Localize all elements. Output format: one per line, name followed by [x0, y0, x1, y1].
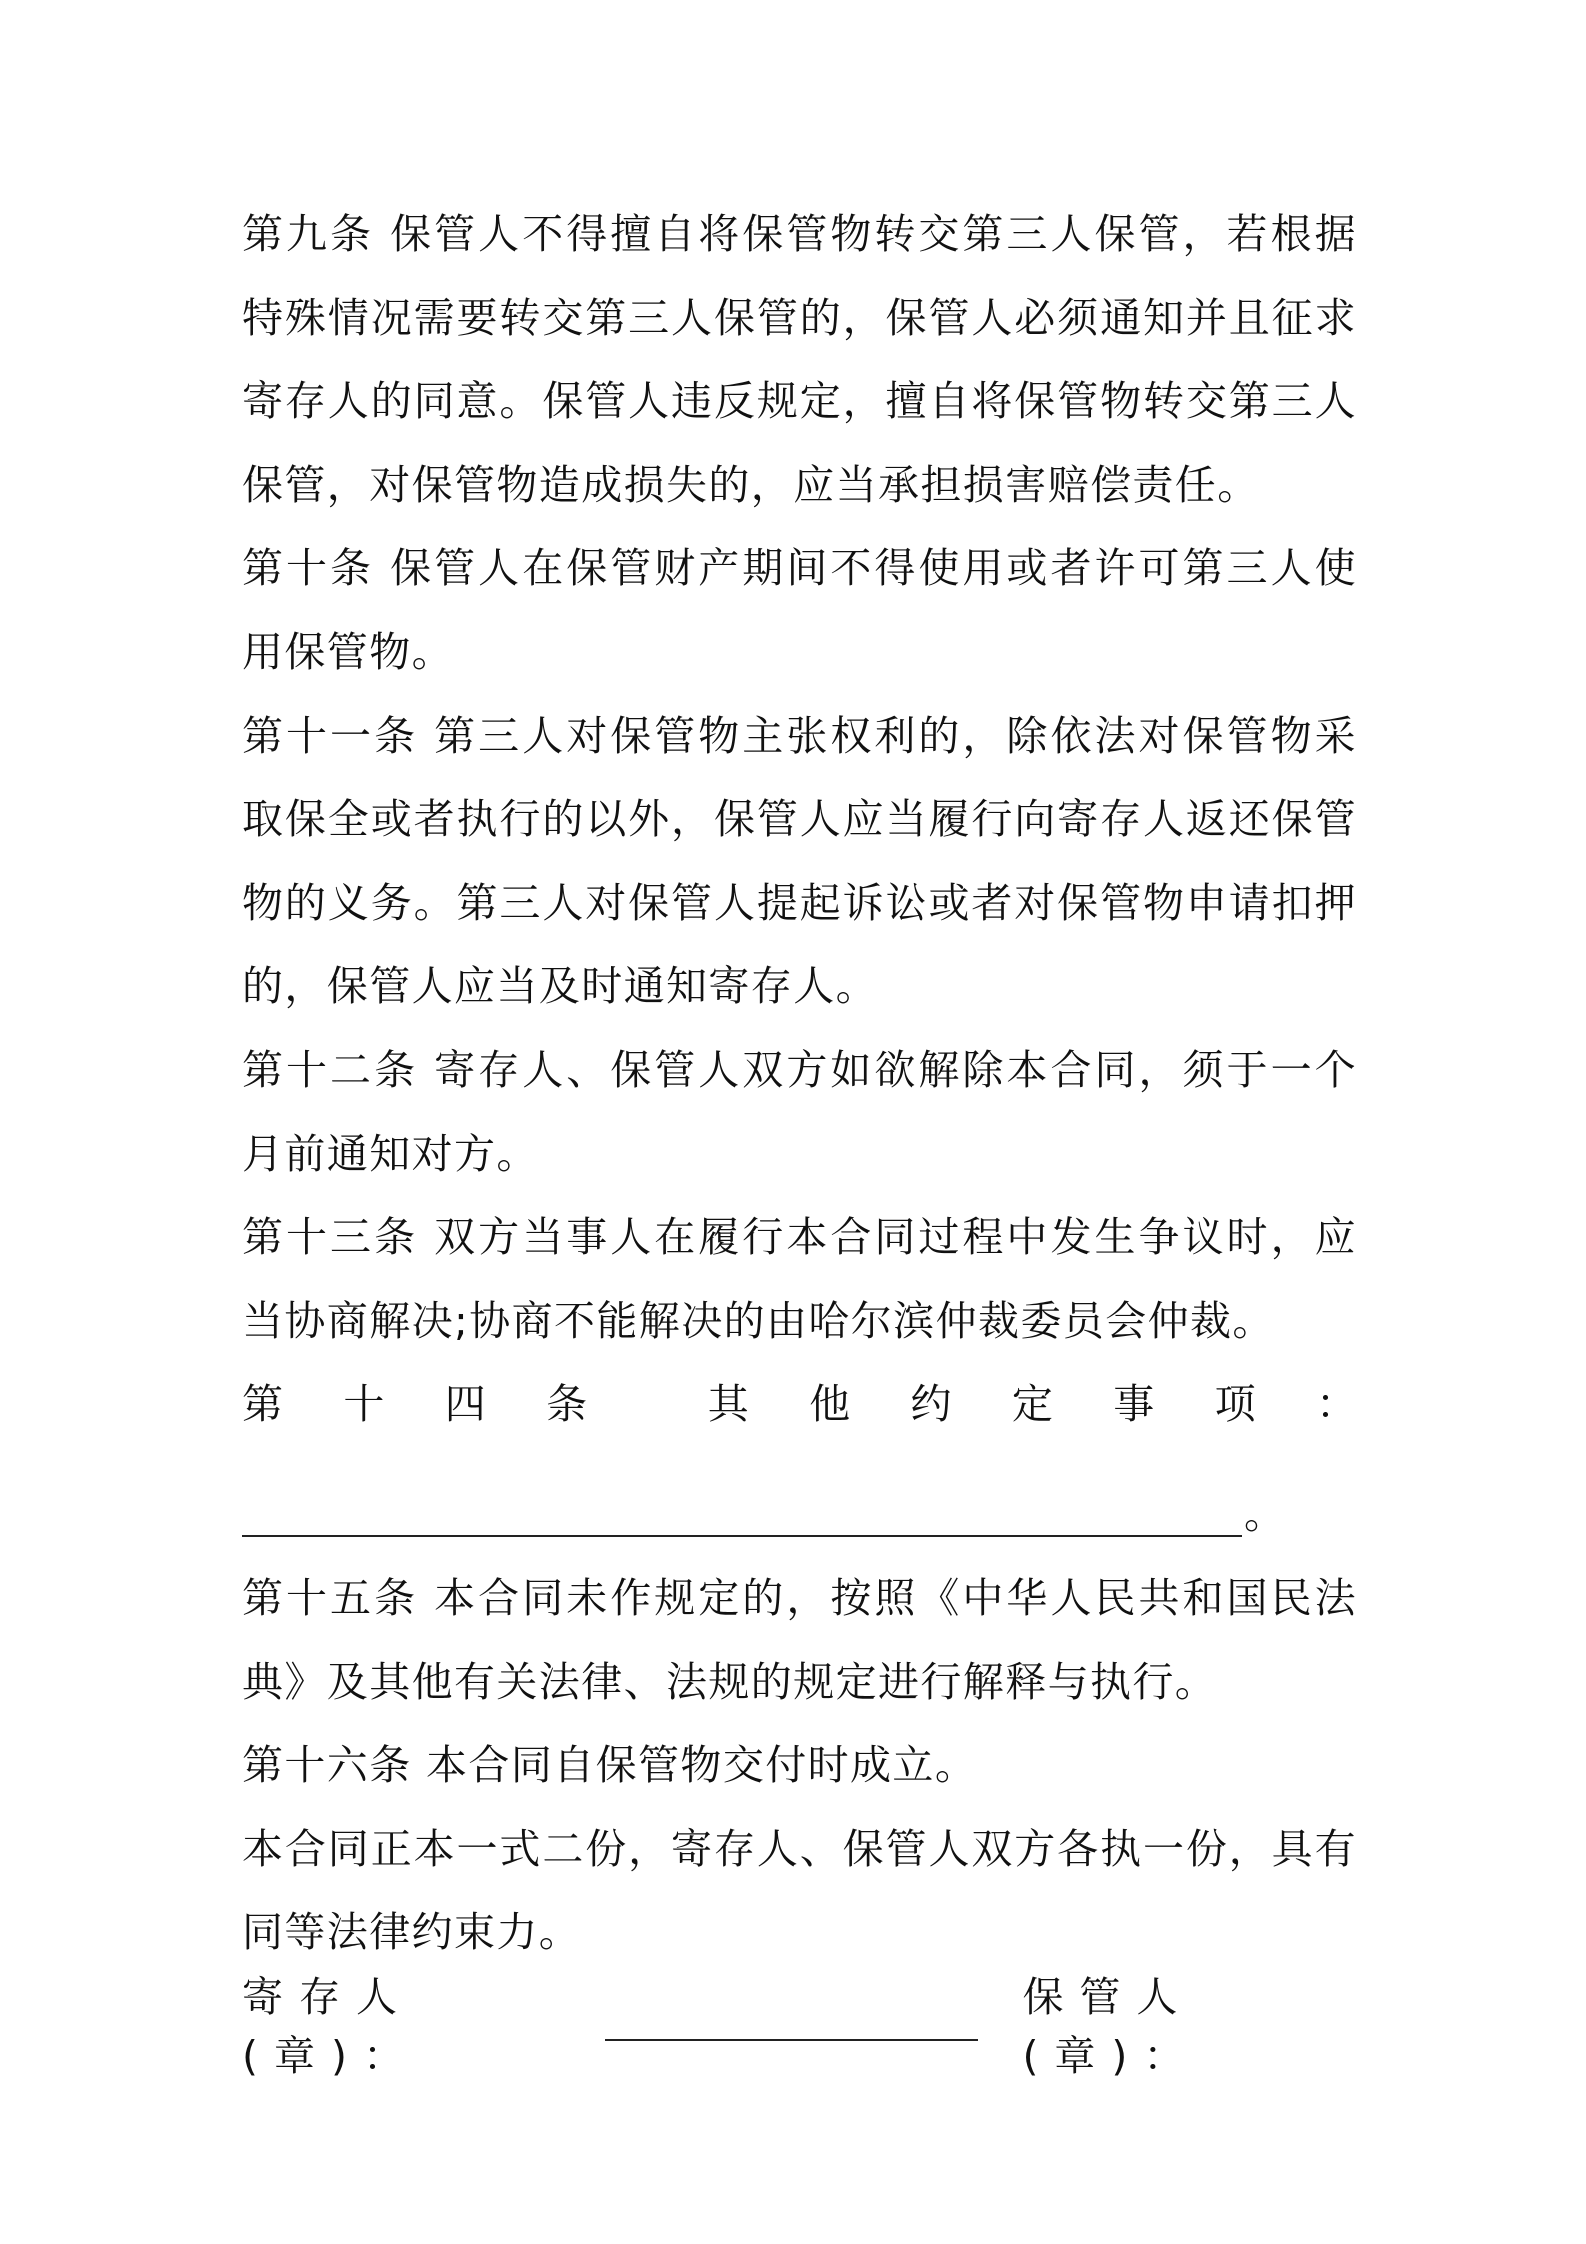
closing-clause: 本合同正本一式二份，寄存人、保管人双方各执一份，具有同等法律约束力。 — [242, 1824, 1357, 1957]
contract-body — [242, 193, 1357, 2080]
article-12: 第十二条 寄存人、保管人双方如欲解除本合同，须于一个月前通知对方。 — [242, 1045, 1357, 1178]
article-14-char: ： — [1315, 1380, 1357, 1429]
article-11: 第十一条 第三人对保管物主张权利的，除依法对保管物采取保全或者执行的以外，保管人应当履行向寄存人返还保管物的义务。第三人对保管人提起诉讼或者对保管物申请扣押的，保管人应当及时通知寄存人。 — [242, 711, 1357, 1011]
article-14-char: 事 — [1113, 1380, 1155, 1429]
article-14-char: 他 — [809, 1380, 851, 1429]
article-14-char: 第 — [242, 1380, 283, 1429]
article-14-char: 十 — [343, 1380, 385, 1429]
other-terms-blank[interactable] — [242, 1535, 1242, 1537]
depositor-label: 寄存人(章)： — [242, 1972, 420, 2080]
article-14-char: 其 — [707, 1380, 749, 1429]
article-10: 第十条 保管人在保管财产期间不得使用或者许可第三人使用保管物。 — [242, 544, 1357, 676]
signature-line — [242, 1972, 1357, 2080]
article-14-char: 项 — [1214, 1380, 1256, 1429]
article-14-period: 。 — [1244, 1490, 1285, 1539]
article-13: 第十三条 双方当事人在履行本合同过程中发生争议时，应当协商解决;协商不能解决的由哈尔滨仲裁委员会仲裁。 — [242, 1213, 1357, 1345]
article-9: 第九条 保管人不得擅自将保管物转交第三人保管，若根据特殊情况需要转交第三人保管的，保管人必须通知并且征求寄存人的同意。保管人违反规定，擅自将保管物转交第三人保管，对保管物造成损失的，应当承担损害赔偿责任。 — [242, 210, 1357, 509]
article-14-char: 约 — [910, 1380, 952, 1429]
article-14-char: 定 — [1011, 1380, 1053, 1429]
article-14-char: 条 — [546, 1380, 588, 1429]
depositor-signature-blank[interactable] — [605, 2005, 979, 2041]
article-15: 第十五条 本合同未作规定的，按照《中华人民共和国民法典》及其他有关法律、法规的规定进行解释与执行。 — [242, 1573, 1357, 1706]
custodian-label: 保管人(章)： — [1022, 1972, 1201, 2080]
article-14-heading — [242, 1363, 1357, 1447]
article-14-char: 四 — [444, 1380, 486, 1429]
article-14-fill-line — [242, 1447, 1357, 1557]
article-16: 第十六条 本合同自保管物交付时成立。 — [242, 1741, 978, 1790]
